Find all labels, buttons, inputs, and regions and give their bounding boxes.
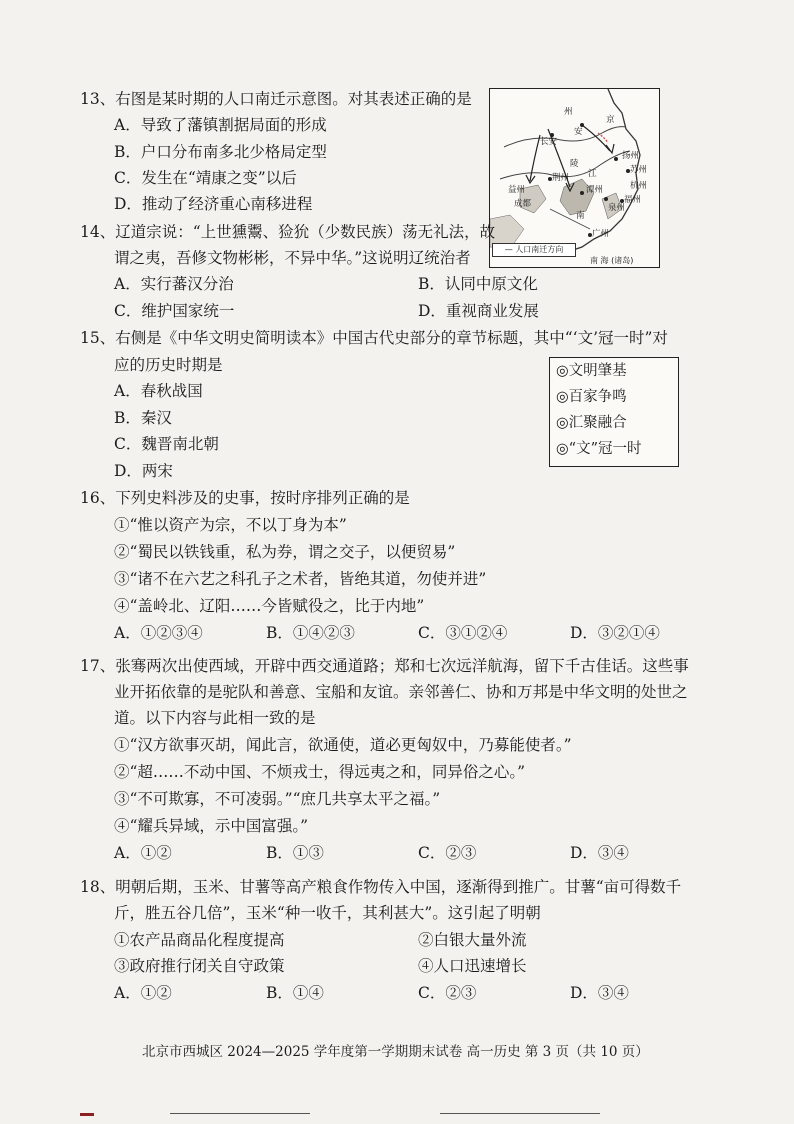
q13-option-a: A．导致了藩镇割据局面的形成 xyxy=(114,116,327,134)
q14-option-a: A．实行蕃汉分治 xyxy=(114,275,234,293)
map-label-nan: 南 xyxy=(576,211,585,221)
q18-option-a: A．①② xyxy=(114,984,172,1002)
q18-option-c: C．②③ xyxy=(418,984,477,1002)
q16-item-2: ②“蜀民以铁钱重，私为券，谓之交子，以便贸易” xyxy=(114,543,456,561)
q18-item-2: ②白银大量外流 xyxy=(418,931,527,949)
q18-stem-line1: 18、明朝后期，玉米、甘薯等高产粮食作物传入中国，逐渐得到推广。甘薯“亩可得数千 xyxy=(80,878,682,896)
q17-option-b: B．①③ xyxy=(266,844,324,862)
q15-option-c: C．魏晋南北朝 xyxy=(114,435,219,453)
q14-stem-line2: 谓之夷，吾修文物彬彬，不异中华。”这说明辽统治者 xyxy=(114,249,471,267)
chapter-title-3: ◎汇聚融合 xyxy=(556,415,627,431)
q17-item-1: ①“汉方欲事灭胡，闻此言，欲通使，道必更匈奴中，乃募能使者。” xyxy=(114,736,572,754)
q17-option-d: D．③④ xyxy=(570,844,629,862)
q17-stem-line2: 业开拓依靠的是驼队和善意、宝船和友谊。亲邻善仁、协和万邦是中华文明的处世之 xyxy=(114,683,688,701)
q16-option-b: B．①④②③ xyxy=(266,624,355,642)
map-label-an: 安 xyxy=(574,127,583,137)
q17-item-4: ④“耀兵异域，示中国富强。” xyxy=(114,817,309,835)
q18-item-4: ④人口迅速增长 xyxy=(418,957,527,975)
q15-option-b: B．秦汉 xyxy=(114,409,172,427)
map-label-changan: 长安 xyxy=(540,137,558,147)
q18-item-3: ③政府推行闭关自守政策 xyxy=(114,957,285,975)
q16-item-3: ③“诸不在六艺之科孔子之术者，皆绝其道，勿使并进” xyxy=(114,570,487,588)
map-label-jiang: 江 xyxy=(588,169,597,179)
page-footer: 北京市西城区 2024—2025 学年度第一学期期末试卷 高一历史 第 3 页（共 10 页） xyxy=(142,1044,649,1060)
map-label-hangzhou: 杭州 xyxy=(630,181,648,191)
q17-stem-line3: 道。以下内容与此相一致的是 xyxy=(114,709,316,727)
chapter-titles-box xyxy=(549,357,679,467)
map-label-ling: 陵 xyxy=(570,159,579,169)
map-label-guangzhou: 广州 xyxy=(592,229,610,239)
map-sea-label: 南 海 (诸岛) xyxy=(590,256,634,265)
map-label-quanzhou: 泉州 xyxy=(608,203,626,213)
q15-stem-line2: 应的历史时期是 xyxy=(114,356,223,374)
q13-stem: 13、右图是某时期的人口南迁示意图。对其表述正确的是 xyxy=(80,90,472,108)
q15-stem-line1: 15、右侧是《中华文明史简明读本》中国古代史部分的章节标题，其中“‘文’冠一时”对 xyxy=(80,329,668,347)
map-label-chengdu: 成都 xyxy=(514,199,532,209)
q16-stem: 16、下列史料涉及的史事，按时序排列正确的是 xyxy=(80,489,410,507)
map-label-suzhou: 苏州 xyxy=(630,165,648,175)
q16-option-d: D．③②①④ xyxy=(570,624,660,642)
map-label-fuzhou: 福州 xyxy=(624,195,642,205)
q14-option-d: D．重视商业发展 xyxy=(418,302,539,320)
q16-item-4: ④“盖岭北、辽阳……今皆赋役之，比于内地” xyxy=(114,597,425,615)
map-label-yizhou: 益州 xyxy=(508,185,526,195)
q14-option-b: B．认同中原文化 xyxy=(418,275,538,293)
q17-item-2: ②“超……不动中国、不烦戎士，得远夷之和，同异俗之心。” xyxy=(114,763,526,781)
chapter-title-1: ◎文明肇基 xyxy=(556,363,627,379)
map-label-jingzhou: 荆州 xyxy=(552,173,570,183)
map-legend: — 人口南迁方向 xyxy=(492,243,576,257)
q16-option-c: C．③①②④ xyxy=(418,624,508,642)
corner-mark xyxy=(80,1113,94,1116)
map-label-yangzhou: 扬州 xyxy=(622,151,640,161)
q14-stem-line1: 14、辽道宗说：“上世獯鬻、猃狁（少数民族）荡无礼法，故 xyxy=(80,223,496,241)
q13-option-b: B．户口分布南多北少格局定型 xyxy=(114,143,327,161)
bottom-rule-left xyxy=(170,1113,310,1114)
chapter-title-2: ◎百家争鸣 xyxy=(556,389,627,405)
map-label-jing: 京 xyxy=(606,115,615,125)
population-migration-map xyxy=(489,88,660,268)
q18-option-d: D．③④ xyxy=(570,984,629,1002)
q18-stem-line2: 斤，胜五谷几倍”，玉米“种一收千，其利甚大”。这引起了明朝 xyxy=(114,904,541,922)
q18-option-b: B．①④ xyxy=(266,984,324,1002)
map-label-zhou: 州 xyxy=(564,107,573,117)
bottom-rule-right xyxy=(440,1113,600,1114)
chapter-title-4: ◎“文”冠一时 xyxy=(556,441,642,457)
q16-option-a: A．①②③④ xyxy=(114,624,203,642)
map-drawing xyxy=(490,89,659,267)
q15-option-d: D．两宋 xyxy=(114,462,173,480)
map-label-tanzhou: 潭州 xyxy=(586,185,604,195)
q18-item-1: ①农产品商品化程度提高 xyxy=(114,931,285,949)
q17-stem-line1: 17、张骞两次出使西域，开辟中西交通道路；郑和七次远洋航海，留下千古佳话。这些事 xyxy=(80,657,689,675)
q14-option-c: C．维护国家统一 xyxy=(114,302,235,320)
q13-option-c: C．发生在“靖康之变”以后 xyxy=(114,169,297,187)
q17-item-3: ③“不可欺寡，不可凌弱。”“庶几共享太平之福。” xyxy=(114,790,441,808)
q17-option-c: C．②③ xyxy=(418,844,477,862)
q15-option-a: A．春秋战国 xyxy=(114,382,203,400)
q16-item-1: ①“惟以资产为宗，不以丁身为本” xyxy=(114,516,347,534)
q17-option-a: A．①② xyxy=(114,844,172,862)
q13-option-d: D．推动了经济重心南移进程 xyxy=(114,195,313,213)
